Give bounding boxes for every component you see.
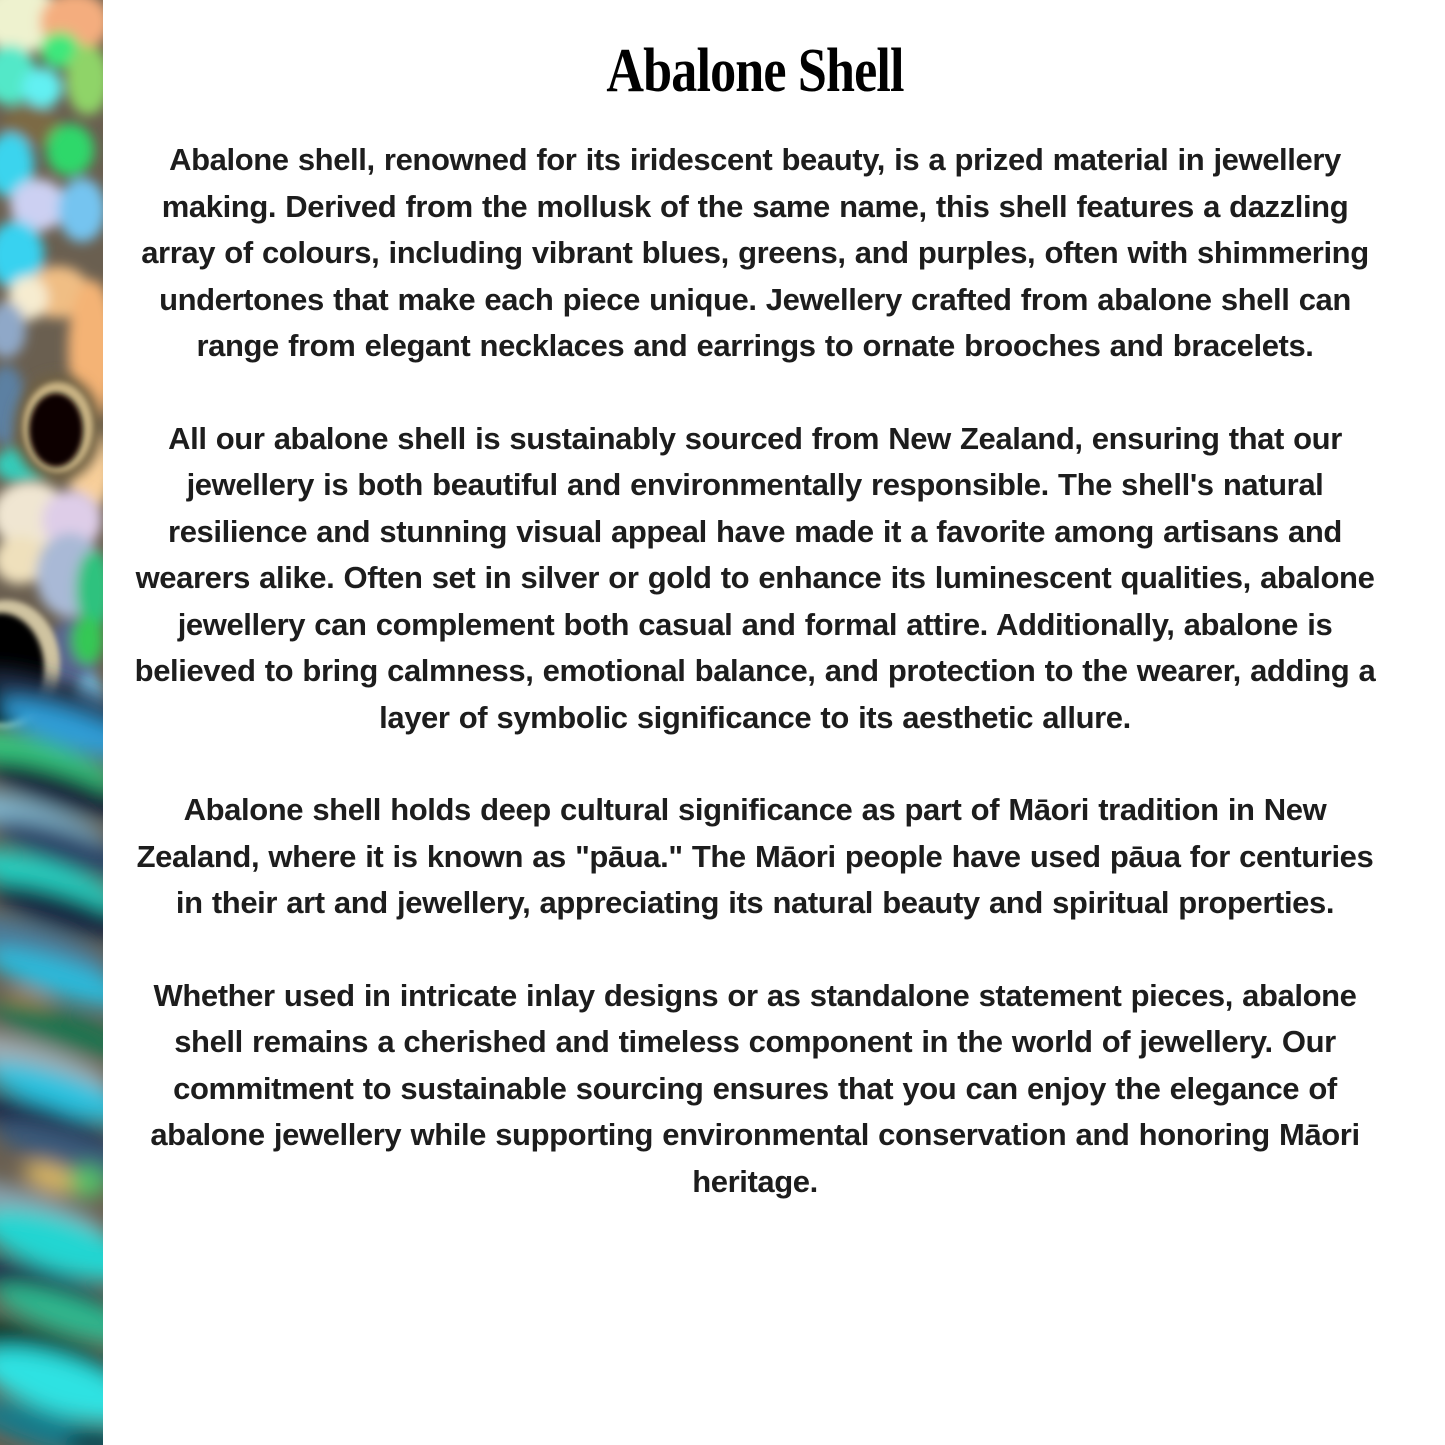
paragraph-intro: Abalone shell, renowned for its iridescent beauty, is a prized material in jewellery making. Derived from the mollusk of the same name, this shell features a dazzling array of colours, including vibrant blues, greens, and purples, often with shimmering undertones that make each piece unique. Jewellery crafted from abalone shell can range from elegant necklaces and earrings to ornate brooches and bracelets. [141,142,1369,363]
content-area [103,0,1445,1445]
abalone-shell-image [0,0,103,1445]
paragraph-maori-tradition: Abalone shell holds deep cultural significance as part of Māori tradition in New Zealand, where it is known as "pāua." The Māori people have used pāua for centuries in their art and jewellery, appreciating its natural beauty and spiritual properties. [136,792,1374,920]
page-title: Abalone Shell [606,37,904,105]
paragraph-closing: Whether used in intricate inlay designs or as standalone statement pieces, abalone shell remains a cherished and timeless component in the world of jewellery. Our commitment to sustainable sourcing ensures that you can enjoy the elegance of abalone jewellery while supporting environmental conservation and honoring Māori heritage. [150,977,1360,1199]
paragraph-sourcing: All our abalone shell is sustainably sourced from New Zealand, ensuring that our jewellery is both beautiful and environmentally responsible. The shell's natural resilience and stunning visual appeal have made it a favorite among artisans and wearers alike. Often set in silver or gold to enhance its luminescent qualities, abalone jewellery can complement both casual and formal attire. Additionally, abalone is believed to bring calmness, emotional balance, and protection to the wearer, adding a layer of symbolic significance to its aesthetic allure. [134,420,1376,735]
abalone-shell-illustration [0,0,103,1445]
